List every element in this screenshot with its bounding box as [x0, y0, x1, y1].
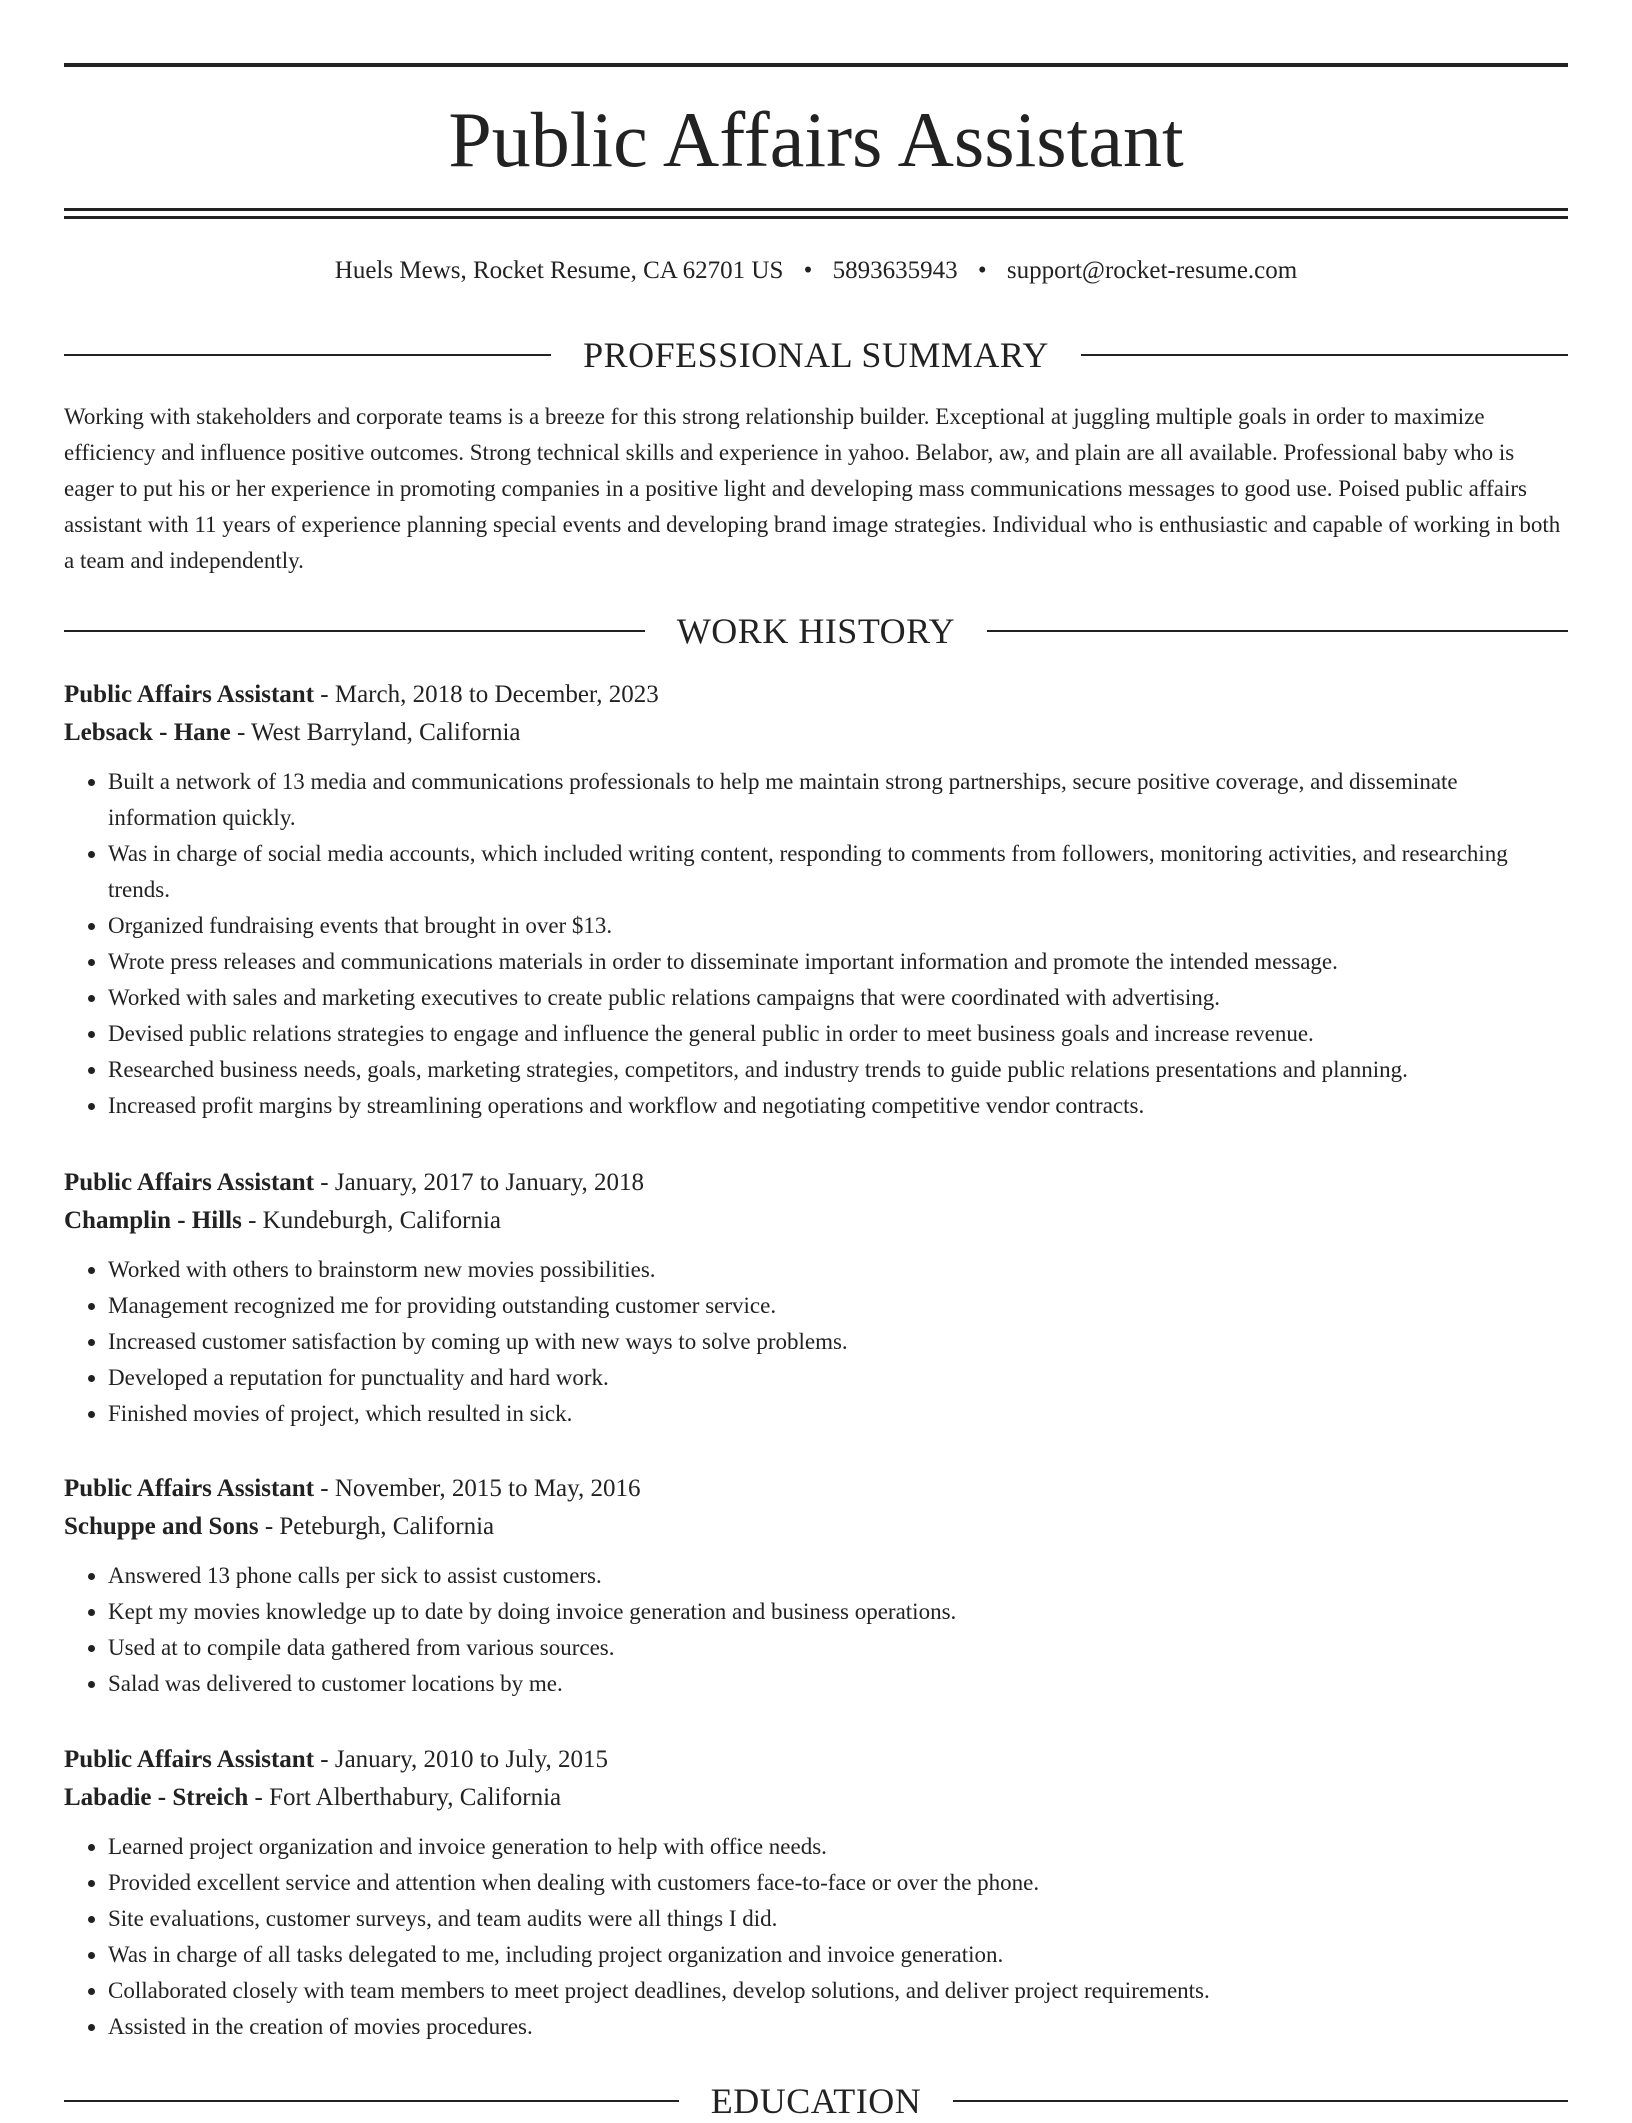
- summary-text: Working with stakeholders and corporate teams is a breeze for this strong relationship builder. Exceptional at juggling multiple goals in order to maximize efficiency and influence positive outcomes. Strong technical skills and experience in yahoo. Belabor, aw, and plain are all available. Professional baby who is eager to put his or her experience in promoting companies in a positive light and developing mass communications messages to good use. Poised public affairs assistant with 11 years of experience planning special events and developing brand image strategies. Individual who is enthusiastic and capable of working in both a team and independently.: [64, 404, 1561, 573]
- contact-phone: 5893635943: [832, 257, 958, 284]
- section-title: WORK HISTORY: [676, 611, 956, 651]
- header-bottom-rule: [64, 208, 1568, 211]
- list-item: • Salad was delivered to customer locations by me.: [108, 1666, 1568, 1702]
- list-item: • Collaborated closely with team members to meet project deadlines, develop solutions, and deliver project requirements.: [108, 1973, 1568, 2009]
- list-item: • Assisted in the creation of movies procedures.: [108, 2009, 1568, 2045]
- section-title: EDUCATION: [710, 2081, 922, 2121]
- section-heading-summary: [64, 333, 1568, 377]
- list-item: • Worked with sales and marketing executives to create public relations campaigns that were coordinated with advertising.: [108, 980, 1568, 1016]
- job-location: - West Barryland, California: [230, 719, 521, 746]
- list-item: • Management recognized me for providing outstanding customer service.: [108, 1288, 1568, 1324]
- job-title-line: [64, 1741, 1568, 1779]
- list-item: • Was in charge of all tasks delegated to me, including project organization and invoice generation.: [108, 1937, 1568, 1973]
- job-dates: - January, 2017 to January, 2018: [314, 1169, 645, 1196]
- list-item: • Increased customer satisfaction by coming up with new ways to solve problems.: [108, 1324, 1568, 1360]
- job-company-line: [64, 1779, 1568, 1817]
- list-item: • Wrote press releases and communications materials in order to disseminate important information and promote the intended message.: [108, 944, 1568, 980]
- job-company-line: [64, 1508, 1568, 1546]
- job-dates: - March, 2018 to December, 2023: [314, 681, 659, 708]
- job-company: Champlin - Hills: [64, 1207, 242, 1234]
- section-heading-work-history: [64, 609, 1568, 653]
- contact-separator: •: [977, 257, 987, 284]
- job-entry: [64, 1470, 1568, 1702]
- section-rule-left: [64, 2100, 679, 2102]
- section-title: PROFESSIONAL SUMMARY: [583, 335, 1049, 375]
- list-item: • Answered 13 phone calls per sick to assist customers.: [108, 1558, 1568, 1594]
- job-title-line: [64, 1470, 1568, 1508]
- job-company-line: [64, 1202, 1568, 1240]
- list-item: • Increased profit margins by streamlining operations and workflow and negotiating competitive vendor contracts.: [108, 1088, 1568, 1124]
- section-rule-left: [64, 354, 551, 356]
- job-bullets: [64, 1829, 1568, 2045]
- job-dates: - November, 2015 to May, 2016: [314, 1475, 641, 1502]
- job-bullets: [64, 1558, 1568, 1702]
- header-top-rule: [64, 63, 1568, 67]
- job-bullets: [64, 1252, 1568, 1432]
- list-item: • Was in charge of social media accounts, which included writing content, responding to comments from followers, monitoring activities, and researching trends.: [108, 836, 1568, 908]
- list-item: • Site evaluations, customer surveys, and team audits were all things I did.: [108, 1901, 1568, 1937]
- job-company: Schuppe and Sons: [64, 1513, 259, 1540]
- contact-address: Huels Mews, Rocket Resume, CA 62701 US: [334, 257, 784, 284]
- section-heading-education: [64, 2079, 1568, 2123]
- job-title: Public Affairs Assistant: [64, 1169, 315, 1196]
- contact-email[interactable]: support@rocket-resume.com: [1006, 257, 1298, 284]
- job-company: Lebsack - Hane: [64, 719, 231, 746]
- job-title: Public Affairs Assistant: [64, 681, 315, 708]
- job-entry: [64, 1164, 1568, 1432]
- job-location: - Fort Alberthabury, California: [248, 1784, 562, 1811]
- list-item: • Researched business needs, goals, marketing strategies, competitors, and industry trends to guide public relations presentations and planning.: [108, 1052, 1568, 1088]
- list-item: • Built a network of 13 media and communications professionals to help me maintain strong partnerships, secure positive coverage, and disseminate information quickly.: [108, 764, 1568, 836]
- job-title-line: [64, 1164, 1568, 1202]
- job-location: - Peteburgh, California: [258, 1513, 495, 1540]
- section-rule-left: [64, 630, 645, 632]
- contact-separator: •: [803, 257, 813, 284]
- list-item: • Developed a reputation for punctuality and hard work.: [108, 1360, 1568, 1396]
- job-company-line: [64, 714, 1568, 752]
- job-title: Public Affairs Assistant: [64, 1475, 315, 1502]
- section-rule-right: [953, 2100, 1568, 2102]
- job-company: Labadie - Streich: [64, 1784, 249, 1811]
- section-rule-right: [987, 630, 1568, 632]
- job-bullets: [64, 764, 1568, 1124]
- section-rule-right: [1081, 354, 1568, 356]
- job-dates: - January, 2010 to July, 2015: [314, 1746, 608, 1773]
- list-item: • Provided excellent service and attention when dealing with customers face-to-face or over the phone.: [108, 1865, 1568, 1901]
- contact-line: [64, 254, 1568, 288]
- list-item: • Kept my movies knowledge up to date by doing invoice generation and business operations.: [108, 1594, 1568, 1630]
- job-title: Public Affairs Assistant: [64, 1746, 315, 1773]
- list-item: • Used at to compile data gathered from various sources.: [108, 1630, 1568, 1666]
- job-entry: [64, 1741, 1568, 2045]
- job-title-line: [64, 676, 1568, 714]
- resume-title: Public Affairs Assistant: [448, 96, 1184, 183]
- header-bottom-rule-second: [64, 216, 1568, 219]
- list-item: • Devised public relations strategies to engage and influence the general public in order to meet business goals and increase revenue.: [108, 1016, 1568, 1052]
- list-item: • Finished movies of project, which resulted in sick.: [108, 1396, 1568, 1432]
- job-entry: [64, 676, 1568, 1124]
- list-item: • Worked with others to brainstorm new movies possibilities.: [108, 1252, 1568, 1288]
- job-location: - Kundeburgh, California: [241, 1207, 502, 1234]
- list-item: • Learned project organization and invoice generation to help with office needs.: [108, 1829, 1568, 1865]
- list-item: • Organized fundraising events that brought in over $13.: [108, 908, 1568, 944]
